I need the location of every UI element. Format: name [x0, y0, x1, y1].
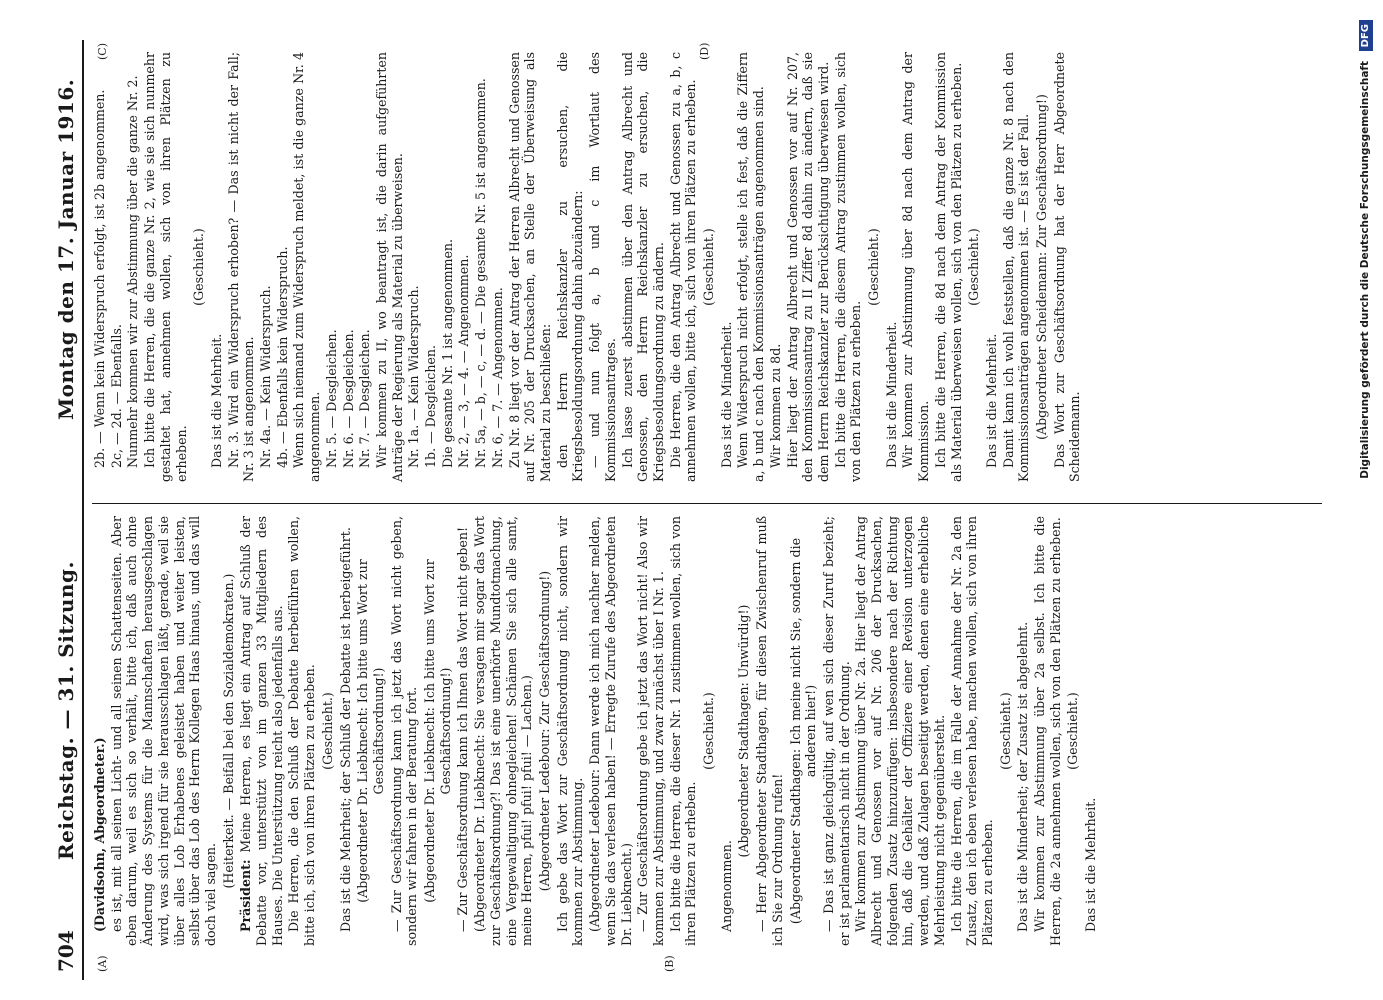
paragraph-text: Ich bitte die Herren, die dieser Nr. 1 zustimmen wollen, sich von ihren Plätzen zu erheben.: [667, 516, 699, 946]
rotated-page: [48, 40, 1348, 980]
right-column-paragraph: [142, 52, 189, 482]
paragraph-text: — Zur Geschäftsordnung kann ich Ihnen das Wort nicht geben!: [455, 526, 471, 932]
paragraph-text: (Geschieht.): [701, 228, 717, 306]
paragraph-text: Ich bitte die Herren, die im Falle der Annahme der Nr. 2a den Zusatz, den ich eben verlesen habe, machen wollen, sich von ihren Plätzen zu erheben.: [948, 516, 995, 946]
left-column-paragraph: [719, 516, 735, 946]
right-column-paragraph: [933, 52, 964, 482]
paragraph-text: (Geschieht.): [319, 692, 335, 770]
page-date: Montag den 17. Januar 1916.: [54, 78, 78, 420]
paragraph-text: (Abgeordneter Dr. Liebknecht: Ich bitte ums Wort zur Geschäftsordnung!): [422, 559, 453, 903]
paragraph-text: — Zur Geschäftsordnung gebe ich jetzt das Wort nicht! Also wir kommen zur Abstimmung, und zwar zunächst über I Nr. 1.: [635, 516, 666, 946]
paragraph-text: (Abgeordneter Dr. Liebknecht: Sie versagen mir sogar das Wort zur Geschäftsordnung?! Das ist eine unerhörte Mundtotmachung, eine Vergewaltigung ohnegleichen! Schämen Sie sich alle samt, meine Herren, pfui! pfui! pfui! — Lachen.): [472, 516, 535, 946]
left-column-paragraph: [422, 516, 453, 946]
right-column-paragraph: [226, 52, 257, 482]
right-column-paragraph: [209, 52, 225, 482]
paragraph-text: Die Herren, die den Schluß der Debatte herbeiführen wollen, bitte ich, sich von ihren Plätzen zu erheben.: [286, 516, 318, 946]
left-column-paragraph: [1015, 516, 1031, 946]
left-column-paragraph: [949, 516, 996, 946]
left-column-paragraph: [472, 516, 535, 946]
paragraph-text: 2b. — Wenn kein Widerspruch erfolgt, ist 2b angenommen.: [92, 89, 107, 468]
paragraph-text: Zu Nr. 8 liegt vor der Antrag der Herren Albrecht und Genossen auf Nr. 205 der Drucksachen, an Stelle der Überweisung als Material zu beschließen:: [506, 52, 553, 482]
paragraph-text: Wir kommen zur Abstimmung über Nr. 2a. Hier liegt der Antrag Albrecht und Genossen vor auf Nr. 206 der Drucksachen, folgenden Zusatz hinzuzufügen: insbesondere nach der Richtung hin, daß die Gehälter der Offiziere einer Revision unterzogen werden, und daß Zulagen beseitigt werden, denen eine erhebliche Mehrleistung nicht gegenübersteht.: [853, 516, 947, 946]
right-column-paragraph: [701, 52, 717, 482]
left-column-paragraph: [736, 516, 752, 946]
paragraph-text: Das ist die Minderheit.: [883, 321, 899, 468]
paragraph-text: (Abgeordneter Dr. Liebknecht: Ich bitte ums Wort zur Geschäftsordnung!): [355, 559, 386, 903]
digitization-credit: [1352, 20, 1378, 980]
paragraph-text: (Geschieht.): [1065, 692, 1081, 770]
page-header: [48, 40, 84, 980]
page-running-title: Reichstag. — 31. Sitzung.: [54, 561, 78, 860]
left-column-paragraph: [668, 516, 699, 946]
paragraph-text: Nr. 7. — Desgleichen.: [357, 329, 373, 468]
right-column-paragraph: [406, 52, 422, 482]
left-column-paragraph: [998, 516, 1014, 946]
left-column-paragraph: [92, 516, 108, 946]
paragraph-text: Das ist die Mehrheit.: [208, 333, 224, 468]
paragraph-text: Wir kommen zur Abstimmung über 8d nach dem Antrag der Kommission.: [900, 52, 932, 482]
right-column-paragraph: [357, 52, 373, 482]
left-column-paragraph: [109, 516, 219, 946]
margin-mark-d: (D): [698, 42, 711, 60]
left-column-paragraph: [1083, 516, 1099, 946]
left-column-paragraph: [286, 516, 317, 946]
paragraph-text: Wenn sich niemand zum Widerspruch meldet, ist die ganze Nr. 4 angenommen.: [291, 52, 323, 482]
right-column-paragraph: [125, 52, 141, 482]
paragraph-text: Das ist die Minderheit; der Zusatz ist abgelehnt.: [1015, 621, 1031, 932]
paragraph-text: Nr. 1a. — Kein Widerspruch.: [406, 285, 422, 468]
right-column-paragraph: [507, 52, 554, 482]
right-column-paragraph: [866, 52, 882, 482]
left-column-paragraph: [821, 516, 852, 946]
paragraph-text: Das ist die Mehrheit; der Schluß der Debatte ist herbeigeführt.: [337, 527, 353, 932]
paragraph-text: (Heiterkeit. — Beifall bei den Sozialdemokraten.): [220, 573, 236, 889]
credit-text: Digitalisierung gefördert durch die Deutsche Forschungsgemeinschaft: [1359, 61, 1371, 479]
left-column-paragraph: [555, 516, 586, 946]
speaker-name: (Davidsohn, Abgeordneter.): [92, 737, 107, 932]
paragraph-text: Ich gebe das Wort zur Geschäftsordnung nicht, sondern wir kommen zur Abstimmung.: [554, 516, 586, 946]
paragraph-text: Nr. 5. — Desgleichen.: [323, 329, 339, 468]
left-column-paragraph: [355, 516, 386, 946]
paragraph-text: Wenn Widerspruch nicht erfolgt, stelle ich fest, daß die Ziffern a, b und c nach den Kommissionsanträgen angenommen sind.: [735, 52, 767, 482]
paragraph-text: den Herrn Reichskanzler zu ersuchen, die Kriegsbesoldungsordnung dahin abzuändern:: [554, 52, 586, 482]
paragraph-text: Das ist die Mehrheit.: [983, 333, 999, 468]
left-column-paragraph: [320, 516, 336, 946]
left-column-paragraph: [635, 516, 666, 946]
margin-mark-c: (C): [96, 43, 109, 60]
paragraph-text: (Geschieht.): [997, 692, 1013, 770]
left-column-paragraph: [853, 516, 947, 946]
paragraph-text: 4b. — Ebenfalls kein Widerspruch.: [274, 246, 290, 468]
paragraph-text: Nr. 2, — 3, — 4. — Angenommen.: [456, 254, 472, 468]
paragraph-text: (Geschieht.): [866, 228, 882, 306]
paragraph-text: Ich bitte die Herren, die 8d nach dem Antrag der Kommission als Material überweisen wollen, sich von den Plätzen zu erheben.: [932, 52, 964, 482]
left-column-paragraph: [754, 516, 785, 946]
right-column-paragraph: [490, 52, 506, 482]
paragraph-text: Nr. 6. — Desgleichen.: [340, 329, 356, 468]
paragraph-text: Das ist die Mehrheit.: [1083, 797, 1099, 932]
paragraph-text: Wir kommen zur Abstimmung über 2a selbst. Ich bitte die Herren, die 2a annehmen wollen, sich von den Plätzen zu erheben.: [1032, 516, 1063, 946]
right-column-paragraph: [833, 52, 864, 482]
paragraph-text: Meine Herren, es liegt ein Antrag auf Schluß der Debatte vor, unterstützt von im ganzen 33 Mitgliedern des Hauses. Die Unterstützung reicht also jedenfalls aus.: [238, 516, 285, 946]
right-column-paragraph: [92, 52, 108, 482]
dfg-logo-badge: DFG: [1359, 20, 1373, 51]
right-column-paragraph: [473, 52, 489, 482]
right-column-paragraph: [735, 52, 766, 482]
speaker-name: Präsident:: [238, 859, 254, 932]
right-column-paragraph: [258, 52, 274, 482]
paragraph-text: 2c, — 2d. — Ebenfalls.: [108, 324, 124, 468]
paragraph-text: Hier liegt der Antrag Albrecht und Genossen vor auf Nr. 207, den Kommissionsantrag zu II Ziffer 8d dahin zu ändern, daß sie dem Herrn Reichskanzler zur Berücksichtigung überwiesen wird.: [784, 52, 831, 482]
paragraph-text: (Geschieht.): [191, 228, 207, 306]
right-column-paragraph: [456, 52, 472, 482]
paragraph-text: Ich bitte die Herren, die die ganze Nr. 2, wie sie sich nunmehr gestaltet hat, annehmen wollen, sich von ihren Plätzen zu erheben.: [142, 52, 189, 482]
left-column-paragraph: [455, 516, 471, 946]
paragraph-text: (Abgeordneter Ledebour: Dann werde ich mich nachher melden, wenn Sie das verlesen haben! — Erregte Zurufe des Abgeordneten Dr. Liebknecht.): [587, 516, 634, 946]
right-column-paragraph: [768, 52, 784, 482]
paragraph-text: Nr. 4a. — Kein Widerspruch.: [258, 285, 274, 468]
right-column-paragraph: [587, 52, 618, 482]
paragraph-text: (Abgeordneter Ledebour: Zur Geschäftsordnung!): [536, 570, 552, 892]
right-column-paragraph: [191, 52, 207, 482]
right-column-paragraph: [1034, 52, 1050, 482]
paragraph-text: (Abgeordneter Stadthagen: Unwürdig!): [736, 604, 752, 858]
paragraph-text: es ist, mit all seinen Licht- und all seinen Schattenseiten. Aber eben darum, weil es sich so verhält, bitte ich, daß auch ohne Änderung des Systems für die Mannschaften herausgeschlagen wird, was sich irgend für sie herausschlagen läßt, gerade, weil sie über alles Lob Erhabenes geleistet haben und weiter leisten, selbst über das Lob des Herrn Kollegen Haas hinaus, und das will doch viel sagen.: [108, 516, 218, 946]
paragraph-text: Nr. 6, — 7. — Angenommen.: [489, 287, 505, 468]
right-column-paragraph: [966, 52, 982, 482]
left-column-paragraph: [338, 516, 354, 946]
paragraph-text: (Geschieht.): [966, 228, 982, 306]
left-column-paragraph: [1065, 516, 1081, 946]
right-column-paragraph: [109, 52, 125, 482]
page-number: 704: [54, 930, 78, 972]
paragraph-text: — Zur Geschäftsordnung kann ich jetzt das Wort nicht geben, sondern wir fahren in der Beratung fort.: [388, 516, 420, 946]
margin-mark-a: (A): [96, 955, 109, 972]
right-column-paragraph: [440, 52, 456, 482]
left-column-paragraph: [221, 516, 237, 946]
right-column-paragraph: [984, 52, 1000, 482]
right-column-paragraph: [1052, 52, 1083, 482]
right-column-paragraph: [275, 52, 291, 482]
right-column-paragraph: [900, 52, 931, 482]
right-column-paragraph: [555, 52, 586, 482]
right-column-paragraph: [291, 52, 322, 482]
paragraph-text: Ich lasse zuerst abstimmen über den Antrag Albrecht und Genossen, den Herrn Reichskanzler zu ersuchen, die Kriegsbesoldungsordnung zu ändern.: [619, 52, 666, 482]
left-column-paragraph: [587, 516, 634, 946]
column-divider: [92, 503, 1322, 504]
right-column-paragraph: [324, 52, 340, 482]
right-column-paragraph: [719, 52, 735, 482]
paragraph-text: — Herr Abgeordneter Stadthagen, für diesen Zwischenruf muß ich Sie zur Ordnung rufen!: [754, 516, 785, 946]
right-column-paragraph: [620, 52, 667, 482]
right-text-column: [92, 52, 1084, 482]
paragraph-text: 1b. — Desgleichen.: [423, 345, 439, 468]
right-column-paragraph: [668, 52, 699, 482]
margin-mark-b: (B): [663, 955, 676, 972]
left-column-paragraph: [1032, 516, 1063, 946]
right-column-paragraph: [341, 52, 357, 482]
paragraph-text: Die Herren, die den Antrag Albrecht und Genossen zu a, b, c annehmen wollen, bitte ich, sich von ihren Plätzen zu erheben.: [667, 52, 699, 482]
paragraph-text: Angenommen.: [718, 840, 734, 932]
right-column-paragraph: [423, 52, 439, 482]
left-column-paragraph: [788, 516, 819, 946]
paragraph-text: — und nun folgt a, b und c im Wortlaut des Kommissionsantrages.: [587, 52, 618, 482]
paragraph-text: Nr. 5a, — b, — c, — d. — Die gesamte Nr. 5 ist angenommen.: [473, 78, 489, 468]
paragraph-text: Wir kommen zu II, wo beantragt ist, die darin aufgeführten Anträge der Regierung als Material zu überweisen.: [373, 52, 405, 482]
left-column-paragraph: [238, 516, 285, 946]
paragraph-text: Damit kann ich wohl feststellen, daß die ganze Nr. 8 nach den Kommissionsanträgen angenommen ist. — Es ist der Fall.: [1000, 52, 1032, 482]
paragraph-text: (Abgeordneter Stadthagen: Ich meine nicht Sie, sondern die anderen hier!): [787, 537, 819, 925]
right-column-paragraph: [785, 52, 832, 482]
paragraph-text: (Geschieht.): [701, 692, 717, 770]
paragraph-text: — Das ist ganz gleichgültig, auf wen sich dieser Zuruf bezieht; er ist parlamentarisch nicht in der Ordnung.: [820, 516, 852, 946]
paragraph-text: Ich bitte die Herren, die diesem Antrag zustimmen wollen, sich von den Plätzen zu erheben.: [832, 52, 864, 482]
left-text-column: [92, 516, 1100, 946]
left-column-paragraph: [537, 516, 553, 946]
right-column-paragraph: [1001, 52, 1032, 482]
left-column-paragraph: [701, 516, 717, 946]
paragraph-text: Nunmehr kommen wir zur Abstimmung über die ganze Nr. 2.: [125, 75, 141, 468]
paragraph-text: Nr. 3. Wird ein Widerspruch erhoben? — Das ist nicht der Fall; Nr. 3 ist angenommen.: [225, 52, 257, 482]
paragraph-text: Das Wort zur Geschäftsordnung hat der Herr Abgeordnete Scheidemann.: [1051, 52, 1083, 482]
paragraph-text: Wir kommen zu 8d.: [767, 343, 783, 468]
paragraph-text: (Abgeordneter Scheidemann: Zur Geschäftsordnung!): [1034, 94, 1050, 440]
right-column-paragraph: [374, 52, 405, 482]
paragraph-text: Die gesamte Nr. 1 ist angenommen.: [439, 238, 455, 468]
left-column-paragraph: [389, 516, 420, 946]
right-column-paragraph: [884, 52, 900, 482]
paragraph-text: Das ist die Minderheit.: [718, 321, 734, 468]
